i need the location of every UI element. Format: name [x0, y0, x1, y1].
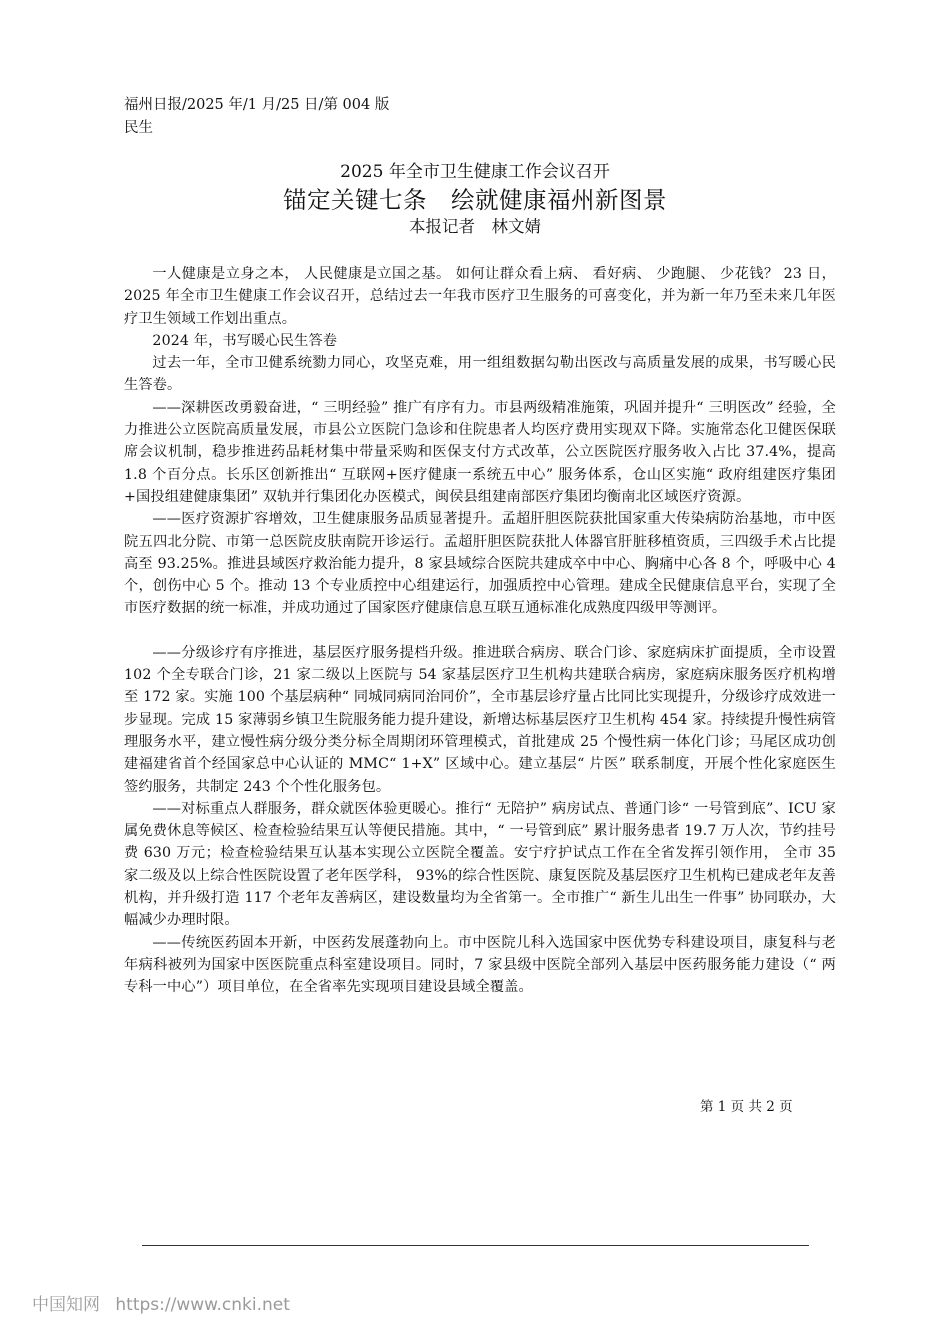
source-line: 福州日报/2025 年/1 月/25 日/第 004 版民生 [124, 97, 390, 136]
paragraph-intro: 一人健康是立身之本， 人民健康是立国之基。 如何让群众看上病、 看好病、 少跑腿、 少花钱？ 23 日，2025 年全市卫生健康工作会议召开，总结过去一年我市医疗卫生服务的可喜变化，并为新一年乃至未来几年医疗卫生领域工作划出重点。 [124, 266, 836, 327]
paragraph-tcm: ——传统医药固本开新，中医药发展蓬勃向上。市中医院儿科入选国家中医优势专科建设项目，康复科与老年病科被列为国家中医医院重点科室建设项目。同时，7 家县级中医院全部列入基层中医药服务能力建设（“ 两专科一中心”）项目单位，在全省率先实现项目建设县域全覆盖。 [124, 934, 836, 996]
article-body [124, 263, 836, 999]
watermark-url: https://www.cnki.net [115, 1295, 290, 1315]
paragraph-resources: ——医疗资源扩容增效，卫生健康服务品质显著提升。孟超肝胆医院获批国家重大传染病防治基地，市中医院五四北分院、市第一总医院皮肤南院开诊运行。孟超肝胆医院获批人体器官肝脏移植资质，三四级手术占比提高至 93.25%。推进县域医疗救治能力提升，8 家县域综合医院共建成卒中中心、胸痛中心各 8 个，呼吸中心 4 个，创伤中心 5 个。推动 13 个专业质控中心组建运行，加强质控中心管理。建成全民健康信息平台，实现了全市医疗数据的统一标准，并成功通过了国家医疗健康信息互联互通标准化成熟度四级甲等测评。 [124, 511, 836, 617]
paragraph-key-groups: ——对标重点人群服务，群众就医体验更暖心。推行“ 无陪护” 病房试点、普通门诊“ 一号管到底”、ICU 家属免费休息等候区、检查检验结果互认等便民措施。其中，“ 一号管到底” 累计服务患者 19.7 万人次，节约挂号费 630 万元；检查检验结果互认基本实现公立医院全覆盖。安宁疗护试点工作在全省发挥引领作用， 全市 35 家二级及以上综合性医院设置了老年医学科， 93%的综合性医院、康复医院及基层医疗卫生机构已建成老年友善机构，并升级打造 117 个老年友善病区，建设数量均为全省第一。全市推广“ 新生儿出生一件事” 协同联办，大幅减少办理时限。 [124, 800, 836, 929]
paragraph-summary: 过去一年，全市卫健系统勠力同心，攻坚克难，用一组组数据勾勒出医改与高质量发展的成果，书写暖心民生答卷。 [124, 355, 836, 394]
watermark [32, 1293, 290, 1317]
article-subtitle: 2025 年全市卫生健康工作会议召开 [340, 162, 610, 182]
watermark-brand: 中国知网 [32, 1295, 100, 1315]
headline-block [0, 160, 950, 238]
article-byline: 本报记者 林文婧 [409, 217, 541, 236]
article-title: 锚定关键七条 绘就健康福州新图景 [283, 186, 667, 214]
footer-divider [142, 1245, 809, 1246]
paragraph-reform: ——深耕医改勇毅奋进，“ 三明经验” 推广有序有力。市县两级精准施策，巩固并提升“ 三明医改” 经验，全力推进公立医院高质量发展，市县公立医院门急诊和住院患者人均医疗费用实现双下降。实施常态化卫健医保联席会议机制，稳步推进药品耗材集中带量采购和医保支付方式改革，公立医院医疗服务收入占比 37.4%，提高 1.8 个百分点。长乐区创新推出“ 互联网+医疗健康一系统五中心” 服务体系，仓山区实施“ 政府组建医疗集团+国投组建健康集团” 双轨并行集团化办医模式，闽侯县组建南部医疗集团均衡南北区域医疗资源。 [124, 399, 836, 505]
page-number: 第 1 页 共 2 页 [700, 1099, 793, 1115]
section-heading: 2024 年，书写暖心民生答卷 [152, 332, 338, 349]
paragraph-tiered-care: ——分级诊疗有序推进，基层医疗服务提档升级。推进联合病房、联合门诊、家庭病床扩面提质，全市设置 102 个全专联合门诊，21 家二级以上医院与 54 家基层医疗卫生机构共建联合病房，家庭病床服务医疗机构增至 172 家。实施 100 个基层病种“ 同城同病同治同价”，全市基层诊疗量占比同比实现提升，分级诊疗成效进一步显现。完成 15 家薄弱乡镇卫生院服务能力提升建设，新增达标基层医疗卫生机构 454 家。持续提升慢性病管理服务水平，建立慢性病分级分类分标全周期闭环管理模式，首批建成 25 个慢性病一体化门诊；马尾区成功创建福建省首个经国家总中心认证的 MMC“ 1+X” 区域中心。建立基层“ 片医” 联系制度，开展个性化家庭医生签约服务，共制定 243 个个性化服务包。 [124, 644, 836, 795]
